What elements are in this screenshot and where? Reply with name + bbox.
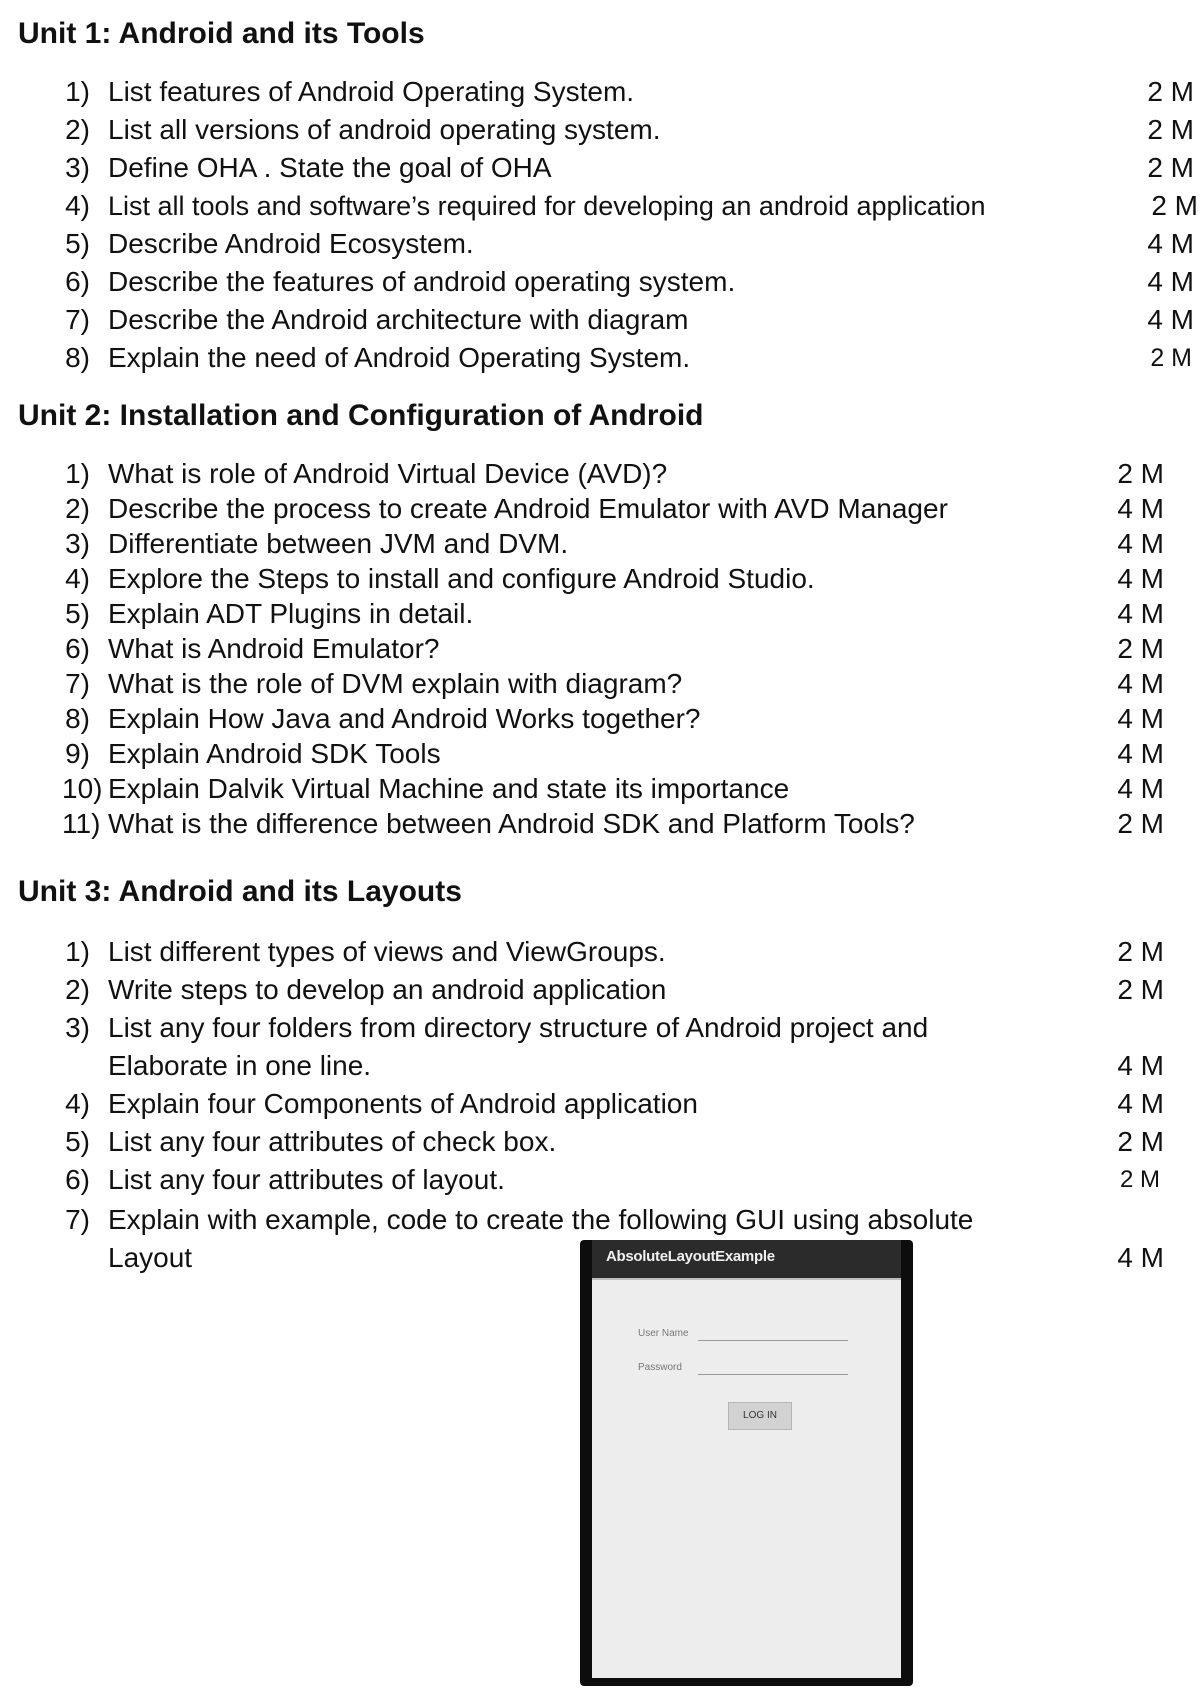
question-text: List all tools and software’s required for developing an android application bbox=[108, 191, 986, 221]
question-marks: 4 M bbox=[1117, 703, 1164, 734]
question-marks: 4 M bbox=[1117, 598, 1164, 629]
question-number: 4) bbox=[65, 563, 90, 594]
question-marks: 2 M bbox=[1119, 1166, 1160, 1193]
question-text: Explain with example, code to create the following GUI using absolute bbox=[108, 1204, 974, 1235]
question-text: List different types of views and ViewGroups. bbox=[108, 936, 666, 967]
question-number: 5) bbox=[65, 1126, 90, 1157]
question-marks: 2 M bbox=[1117, 458, 1164, 489]
question-text: Define OHA . State the goal of OHA bbox=[108, 152, 552, 183]
question-number: 4) bbox=[65, 190, 90, 221]
question-text: Differentiate between JVM and DVM. bbox=[108, 528, 569, 559]
password-field-underline bbox=[698, 1374, 848, 1375]
question-text: List any four attributes of check box. bbox=[108, 1126, 557, 1157]
question-number: 7) bbox=[65, 668, 90, 699]
question-text: What is the difference between Android SDK and Platform Tools? bbox=[108, 808, 915, 839]
question-text: Explain four Components of Android application bbox=[108, 1088, 698, 1119]
phone-screen bbox=[592, 1240, 901, 1678]
question-text: Explain ADT Plugins in detail. bbox=[108, 598, 474, 629]
question-number: 7) bbox=[65, 304, 90, 335]
question-marks: 4 M bbox=[1117, 1050, 1164, 1081]
question-text: Describe the features of android operating system. bbox=[108, 266, 736, 297]
question-text: List any four attributes of layout. bbox=[108, 1164, 505, 1195]
question-marks: 2 M bbox=[1117, 808, 1164, 839]
question-marks: 2 M bbox=[1117, 974, 1164, 1005]
question-text: Describe the Android architecture with diagram bbox=[108, 304, 689, 335]
question-number: 4) bbox=[65, 1088, 90, 1119]
question-marks: 2 M bbox=[1150, 344, 1192, 372]
question-text: What is Android Emulator? bbox=[108, 633, 440, 664]
question-number: 2) bbox=[65, 114, 90, 145]
question-number: 2) bbox=[65, 493, 90, 524]
question-text: List features of Android Operating System. bbox=[108, 76, 635, 107]
unit-1-heading: Unit 1: Android and its Tools bbox=[18, 17, 425, 50]
question-marks: 4 M bbox=[1117, 563, 1164, 594]
question-marks: 4 M bbox=[1117, 668, 1164, 699]
question-marks: 4 M bbox=[1147, 266, 1194, 297]
question-marks: 4 M bbox=[1117, 773, 1164, 804]
question-marks: 4 M bbox=[1117, 738, 1164, 769]
question-text: Write steps to develop an android application bbox=[108, 974, 667, 1005]
question-number: 10) bbox=[62, 773, 103, 804]
question-number: 1) bbox=[65, 76, 90, 107]
username-field-underline bbox=[698, 1340, 848, 1341]
question-number: 5) bbox=[65, 598, 90, 629]
question-marks: 2 M bbox=[1117, 936, 1164, 967]
question-number: 6) bbox=[65, 1164, 90, 1195]
question-marks: 2 M bbox=[1147, 152, 1194, 183]
unit-2-heading: Unit 2: Installation and Configuration of Android bbox=[18, 399, 704, 432]
question-text: Explore the Steps to install and configure Android Studio. bbox=[108, 563, 815, 594]
password-label: Password bbox=[638, 1362, 682, 1373]
phone-action-bar bbox=[592, 1240, 901, 1280]
question-text: List all versions of android operating system. bbox=[108, 114, 661, 145]
question-number: 9) bbox=[65, 738, 90, 769]
absolute-layout-figure bbox=[580, 1240, 913, 1686]
question-text: Describe the process to create Android Emulator with AVD Manager bbox=[108, 493, 948, 524]
question-text: List any four folders from directory structure of Android project and bbox=[108, 1012, 929, 1043]
question-marks: 4 M bbox=[1117, 1088, 1164, 1119]
login-button: LOG IN bbox=[728, 1402, 792, 1430]
question-marks: 4 M bbox=[1117, 528, 1164, 559]
question-number: 3) bbox=[65, 1012, 90, 1043]
question-marks: 2 M bbox=[1147, 76, 1194, 107]
question-number: 11) bbox=[62, 808, 101, 839]
question-marks: 2 M bbox=[1151, 190, 1198, 221]
question-number: 8) bbox=[65, 703, 90, 734]
question-number: 6) bbox=[65, 266, 90, 297]
question-number: 1) bbox=[65, 458, 90, 489]
question-text-continued: Layout bbox=[108, 1242, 193, 1273]
question-text-continued: Elaborate in one line. bbox=[108, 1050, 372, 1081]
question-text: What is the role of DVM explain with diagram? bbox=[108, 668, 683, 699]
question-number: 6) bbox=[65, 633, 90, 664]
question-marks: 4 M bbox=[1147, 228, 1194, 259]
phone-app-title: AbsoluteLayoutExample bbox=[606, 1248, 775, 1265]
question-number: 3) bbox=[65, 152, 90, 183]
question-text: Explain Android SDK Tools bbox=[108, 738, 441, 769]
question-number: 3) bbox=[65, 528, 90, 559]
question-number: 1) bbox=[65, 936, 90, 967]
question-marks: 4 M bbox=[1147, 304, 1194, 335]
question-marks: 4 M bbox=[1117, 1242, 1164, 1273]
question-marks: 2 M bbox=[1117, 633, 1164, 664]
question-text: What is role of Android Virtual Device (AVD)? bbox=[108, 458, 668, 489]
question-number: 5) bbox=[65, 228, 90, 259]
question-marks: 2 M bbox=[1147, 114, 1194, 145]
question-marks: 2 M bbox=[1117, 1126, 1164, 1157]
question-text: Describe Android Ecosystem. bbox=[108, 228, 474, 259]
question-number: 2) bbox=[65, 974, 90, 1005]
question-text: Explain How Java and Android Works together? bbox=[108, 703, 701, 734]
username-label: User Name bbox=[638, 1328, 689, 1339]
question-text: Explain the need of Android Operating System. bbox=[108, 342, 691, 373]
unit-3-heading: Unit 3: Android and its Layouts bbox=[18, 875, 462, 908]
question-marks: 4 M bbox=[1117, 493, 1164, 524]
question-number: 7) bbox=[65, 1204, 90, 1235]
question-number: 8) bbox=[65, 342, 90, 373]
question-text: Explain Dalvik Virtual Machine and state its importance bbox=[108, 773, 790, 804]
